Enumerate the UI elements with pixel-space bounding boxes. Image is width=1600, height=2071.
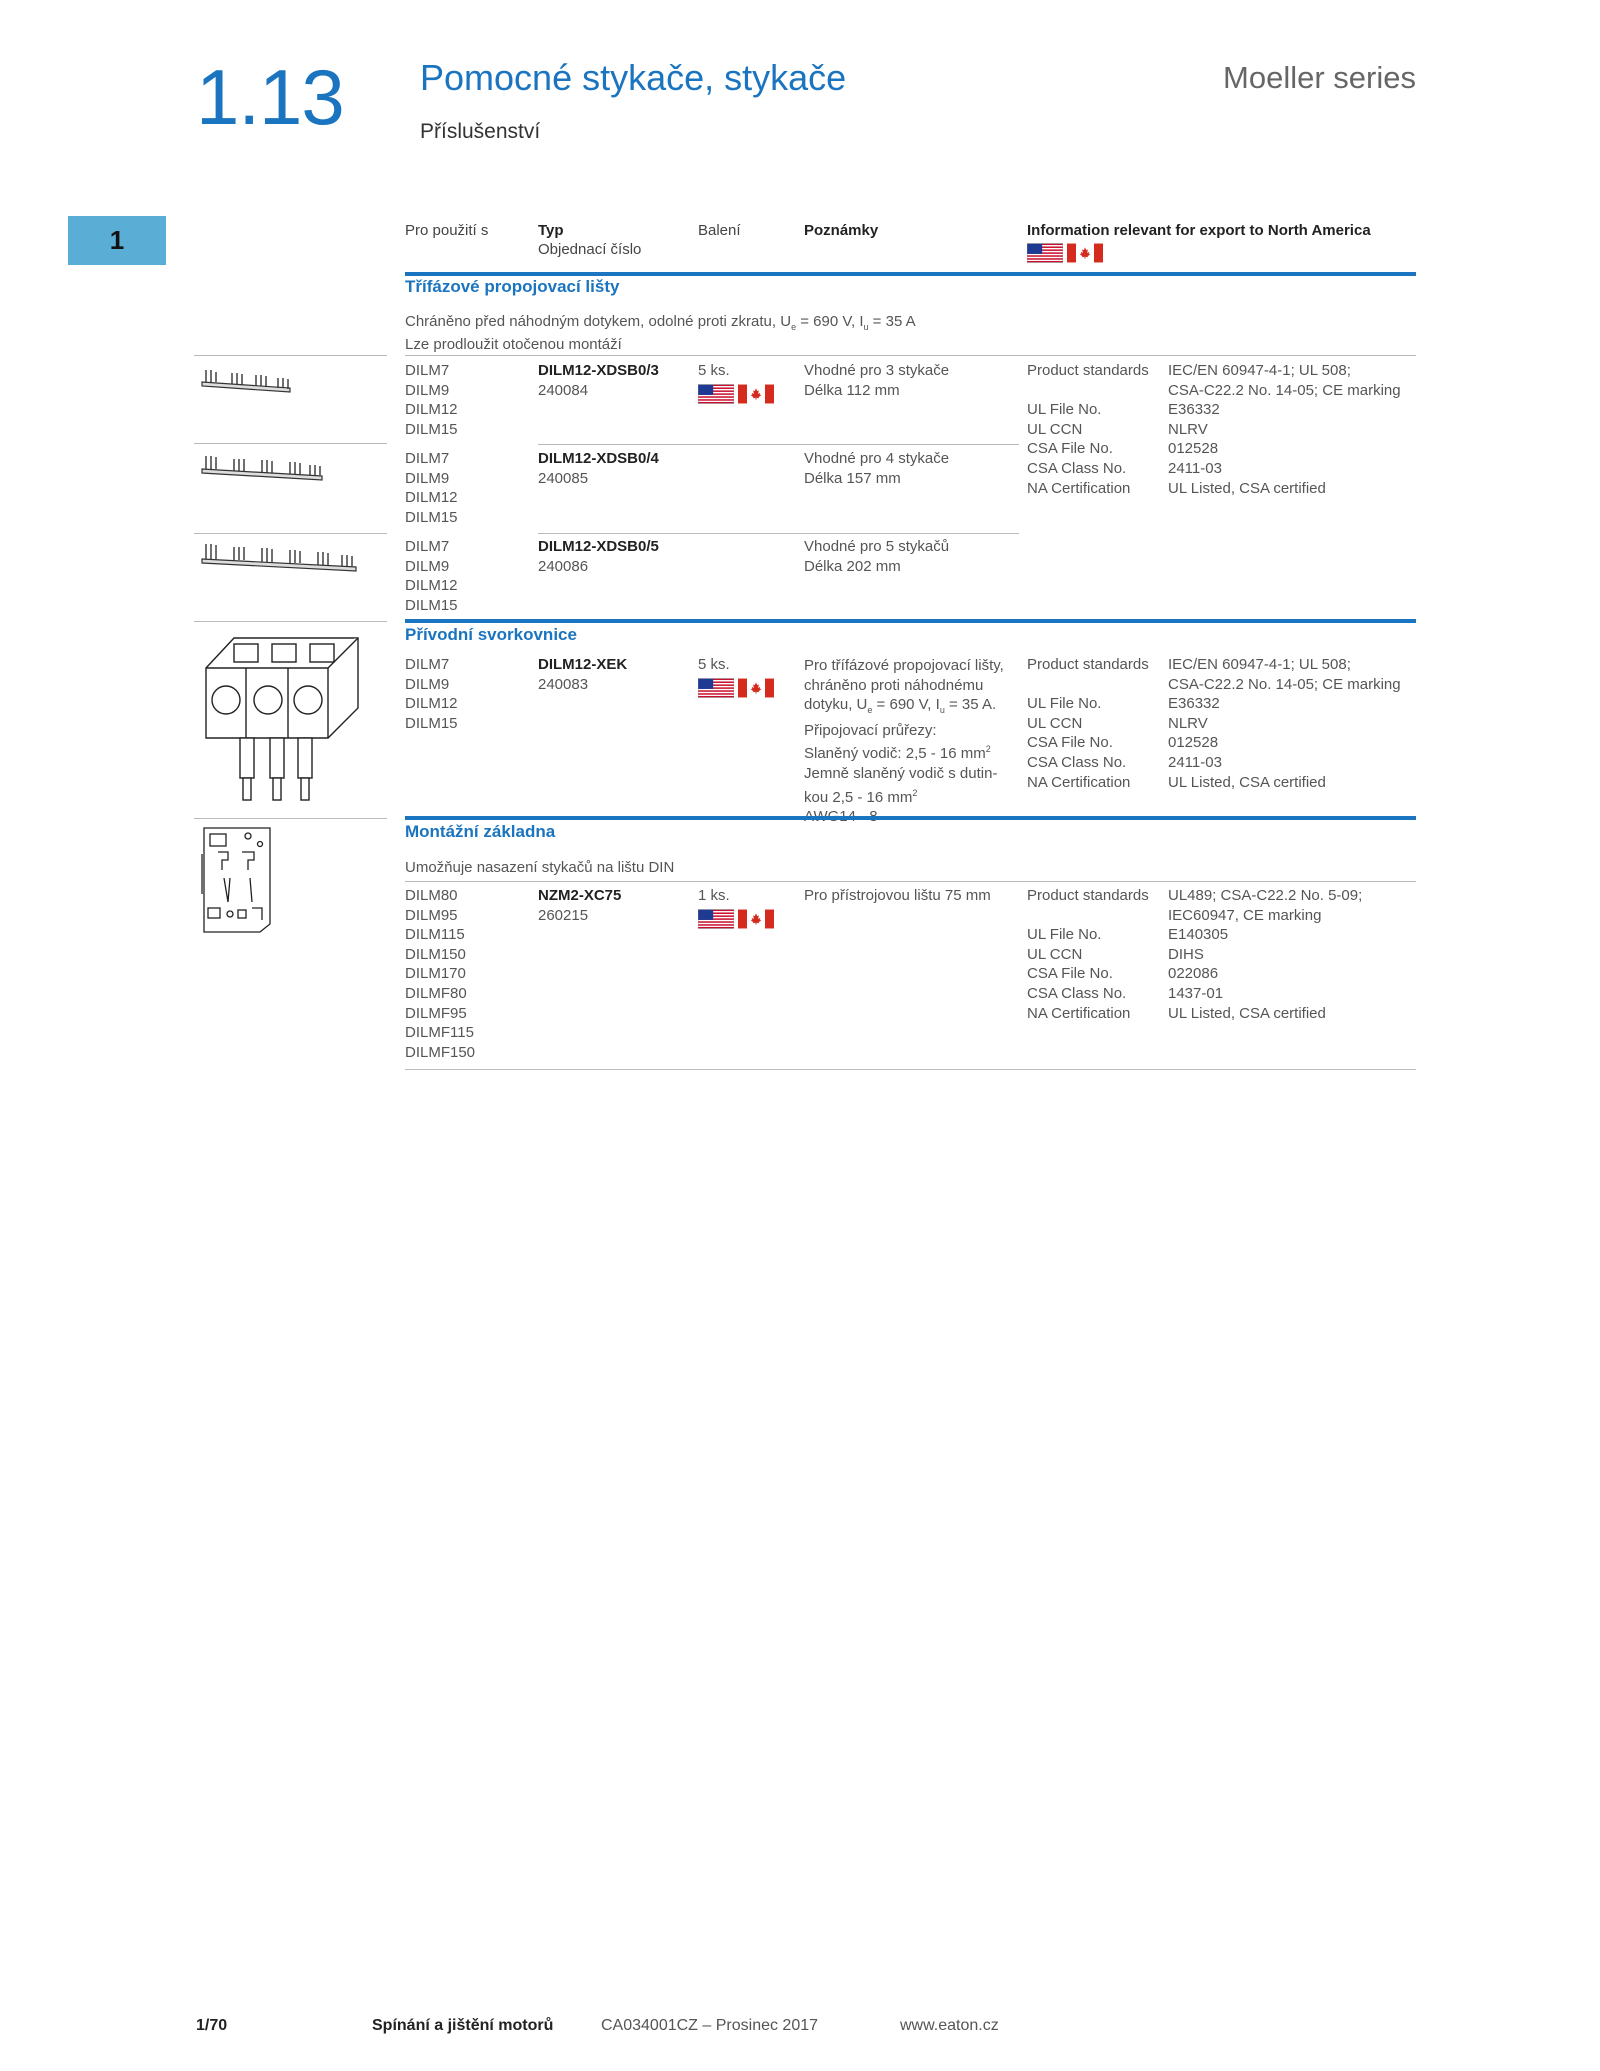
row-use-with: DILM7 DILM9 DILM12 DILM15 bbox=[405, 656, 458, 732]
type-code: DILM12-XDSB0/4 bbox=[538, 450, 659, 467]
section-title-mounting-base: Montážní základna bbox=[405, 822, 556, 841]
col-header-type bbox=[538, 221, 641, 259]
us-flag-icon bbox=[698, 909, 734, 929]
row-notes: Vhodné pro 5 stykačů Délka 202 mm bbox=[804, 538, 950, 575]
chapter-tab[interactable]: 1 bbox=[68, 216, 166, 265]
order-number: 240083 bbox=[538, 675, 589, 693]
canada-flag-icon bbox=[738, 909, 774, 929]
na-labels: Product standards UL File No. UL CCN CSA File No. CSA Class No. NA Certification bbox=[1027, 656, 1149, 791]
col-header-packaging: Balení bbox=[698, 222, 741, 239]
busbar-3-image bbox=[198, 364, 294, 394]
row-notes: Pro třífázové propojovací lišty, chráněno proti náhodnému dotyku, $U_e = 690$ V, $I_u = 35$ A. Připojovací průřezy: Slaněný vodič: 2,5 - 16 $mm^2$ Jemně slaněný vodič s dutin- kou 2,5 - 16 $mm^2$ bbox=[804, 657, 1004, 806]
page-number: 1/70 bbox=[196, 2017, 228, 2034]
section-number: 1.13 bbox=[196, 53, 344, 141]
row-use-with: DILM80 DILM95 DILM115 DILM150 DILM170 DILMF80 DILMF95 DILMF115 DILMF150 bbox=[405, 887, 476, 1061]
na-labels: Product standards UL File No. UL CCN CSA File No. CSA Class No. NA Certification bbox=[1027, 362, 1149, 497]
footer-website-link[interactable]: www.eaton.cz bbox=[900, 2017, 999, 2034]
series-label: Moeller series bbox=[1223, 60, 1416, 95]
footer-doc-title: Spínání a jištění motorů bbox=[372, 2017, 554, 2034]
row-packaging: 5 ks. bbox=[698, 362, 730, 379]
na-labels: Product standards UL File No. UL CCN CSA File No. CSA Class No. NA Certification bbox=[1027, 887, 1149, 1022]
row-type bbox=[538, 537, 659, 576]
page-subtitle: Příslušenství bbox=[420, 120, 541, 143]
row-packaging: 1 ks. bbox=[698, 887, 730, 904]
col-header-order-label: Objednací číslo bbox=[538, 241, 642, 258]
col-header-use-with: Pro použití s bbox=[405, 222, 489, 239]
section-title-busbars: Třífázové propojovací lišty bbox=[405, 277, 620, 296]
row-notes: Pro přístrojovou lištu 75 mm bbox=[804, 887, 991, 904]
order-number: 260215 bbox=[538, 906, 589, 924]
row-flags bbox=[698, 384, 774, 404]
busbar-4-image bbox=[198, 450, 326, 482]
section-divider bbox=[405, 272, 1416, 276]
mounting-base-image bbox=[198, 824, 280, 936]
canada-flag-icon bbox=[738, 384, 774, 404]
col-header-na-info: Information relevant for export to North America bbox=[1027, 222, 1371, 239]
footer-doc-code: CA034001CZ – Prosinec 2017 bbox=[601, 2017, 819, 2034]
section-divider bbox=[405, 619, 1416, 623]
row-use-with: DILM7 DILM9 DILM12 DILM15 bbox=[405, 450, 458, 526]
order-number: 240084 bbox=[538, 381, 589, 399]
type-code: NZM2-XC75 bbox=[538, 887, 622, 904]
us-flag-icon bbox=[698, 678, 734, 698]
section-desc-mounting-base: Umožňuje nasazení stykačů na lištu DIN bbox=[405, 859, 675, 876]
section-divider bbox=[405, 816, 1416, 820]
row-notes: Vhodné pro 4 stykače Délka 157 mm bbox=[804, 450, 950, 487]
section-desc-busbars: Chráněno před náhodným dotykem, odolné proti zkratu, $U_e = 690$ V, $I_u = 35$ A Lze prodloužit otočenou montáží bbox=[405, 313, 916, 353]
canada-flag-icon bbox=[1067, 243, 1103, 263]
section-title-terminal: Přívodní svorkovnice bbox=[405, 625, 577, 644]
type-code: DILM12-XDSB0/3 bbox=[538, 362, 659, 379]
row-type bbox=[538, 655, 627, 694]
header-flags bbox=[1027, 243, 1103, 263]
order-number: 240086 bbox=[538, 557, 589, 575]
us-flag-icon bbox=[698, 384, 734, 404]
row-type bbox=[538, 361, 659, 400]
type-code: DILM12-XDSB0/5 bbox=[538, 538, 659, 555]
row-notes: Vhodné pro 3 stykače Délka 112 mm bbox=[804, 362, 950, 399]
us-flag-icon bbox=[1027, 243, 1063, 263]
canada-flag-icon bbox=[738, 678, 774, 698]
na-values: IEC/EN 60947-4-1; UL 508; CSA-C22.2 No. 14-05; CE marking E36332 NLRV 012528 2411-03 UL Listed, CSA certified bbox=[1168, 362, 1401, 497]
row-type bbox=[538, 886, 621, 925]
row-packaging: 5 ks. bbox=[698, 656, 730, 673]
terminal-block-image bbox=[198, 628, 370, 804]
row-flags bbox=[698, 678, 774, 698]
row-flags bbox=[698, 909, 774, 929]
type-code: DILM12-XEK bbox=[538, 656, 628, 673]
order-number: 240085 bbox=[538, 469, 589, 487]
row-use-with: DILM7 DILM9 DILM12 DILM15 bbox=[405, 538, 458, 614]
busbar-5-image bbox=[198, 538, 360, 574]
col-header-notes: Poznámky bbox=[804, 222, 879, 239]
na-values: UL489; CSA-C22.2 No. 5-09; IEC60947, CE marking E140305 DIHS 022086 1437-01 UL Listed, CSA certified bbox=[1168, 887, 1363, 1022]
row-type bbox=[538, 449, 659, 488]
na-values: IEC/EN 60947-4-1; UL 508; CSA-C22.2 No. 14-05; CE marking E36332 NLRV 012528 2411-03 UL Listed, CSA certified bbox=[1168, 656, 1401, 791]
page-title: Pomocné stykače, stykače bbox=[420, 57, 847, 98]
col-header-type-label: Typ bbox=[538, 222, 564, 239]
row-use-with: DILM7 DILM9 DILM12 DILM15 bbox=[405, 362, 458, 438]
